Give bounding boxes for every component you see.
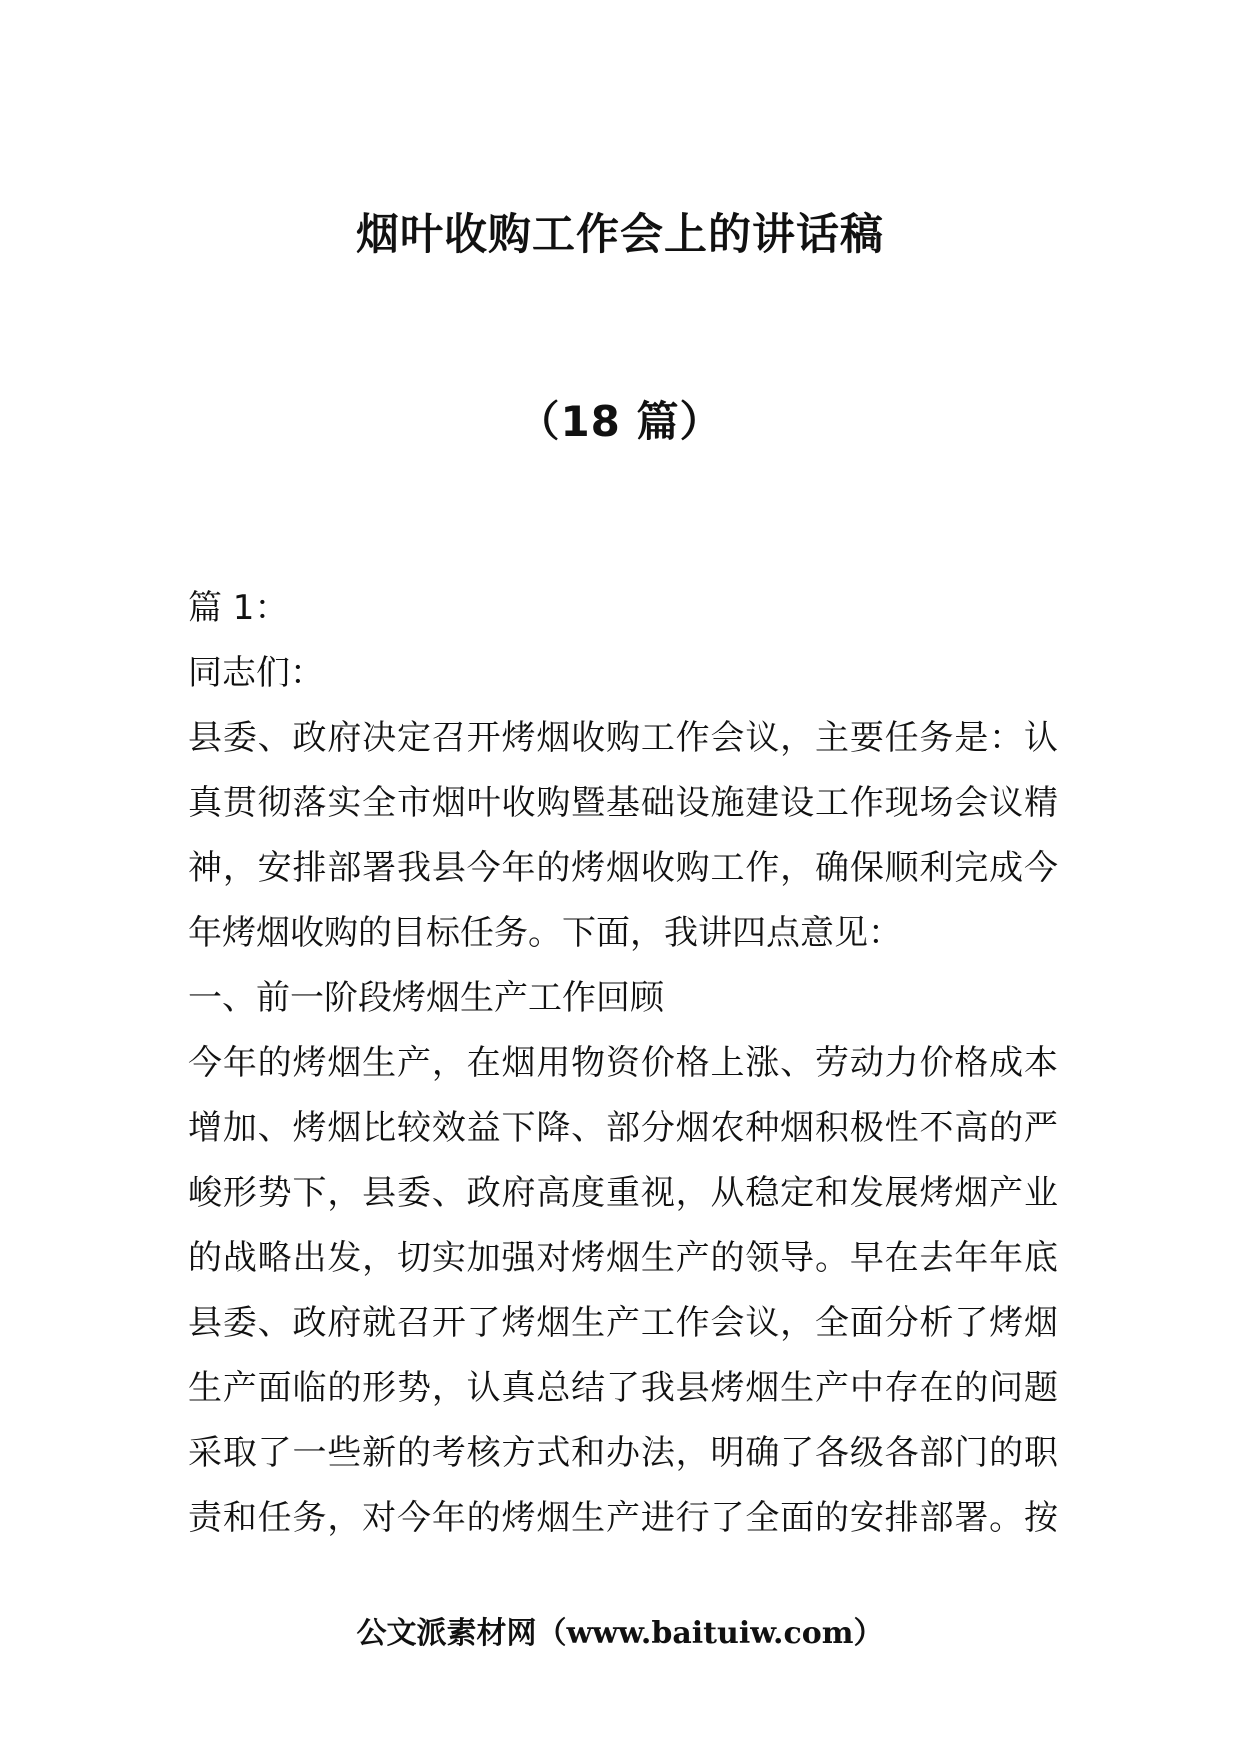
paragraph-line: 采取了一些新的考核方式和办法，明确了各级各部门的职 <box>188 1433 1058 1473</box>
paragraph-line: 真贯彻落实全市烟叶收购暨基础设施建设工作现场会议精 <box>188 783 1058 823</box>
paragraph-line: 篇 1： <box>188 588 289 628</box>
paragraph-line: 责和任务，对今年的烤烟生产进行了全面的安排部署。按 <box>188 1498 1058 1538</box>
section-heading: 一、前一阶段烤烟生产工作回顾 <box>188 978 664 1018</box>
paragraph-line: 神，安排部署我县今年的烤烟收购工作，确保顺利完成今 <box>188 848 1058 888</box>
paragraph-line: 县委、政府决定召开烤烟收购工作会议，主要任务是：认 <box>188 718 1058 758</box>
paragraph-line: 生产面临的形势，认真总结了我县烤烟生产中存在的问题 <box>188 1368 1058 1408</box>
footer-watermark: 公文派素材网（www.baituiw.com） <box>356 1616 884 1651</box>
paragraph-line: 峻形势下，县委、政府高度重视，从稳定和发展烤烟产业 <box>188 1173 1058 1213</box>
paragraph-line: 同志们： <box>188 653 324 693</box>
paragraph-line: 增加、烤烟比较效益下降、部分烟农种烟积极性不高的严 <box>188 1108 1058 1148</box>
document-subtitle: （18 篇） <box>517 397 723 446</box>
paragraph-line: 的战略出发，切实加强对烤烟生产的领导。早在去年年底 <box>188 1238 1058 1278</box>
paragraph-line: 今年的烤烟生产，在烟用物资价格上涨、劳动力价格成本 <box>188 1043 1058 1083</box>
document-title: 烟叶收购工作会上的讲话稿 <box>356 210 884 260</box>
document-body <box>188 576 1058 1551</box>
paragraph-line: 县委、政府就召开了烤烟生产工作会议，全面分析了烤烟 <box>188 1303 1058 1343</box>
paragraph-line: 年烤烟收购的目标任务。下面，我讲四点意见： <box>188 913 902 953</box>
